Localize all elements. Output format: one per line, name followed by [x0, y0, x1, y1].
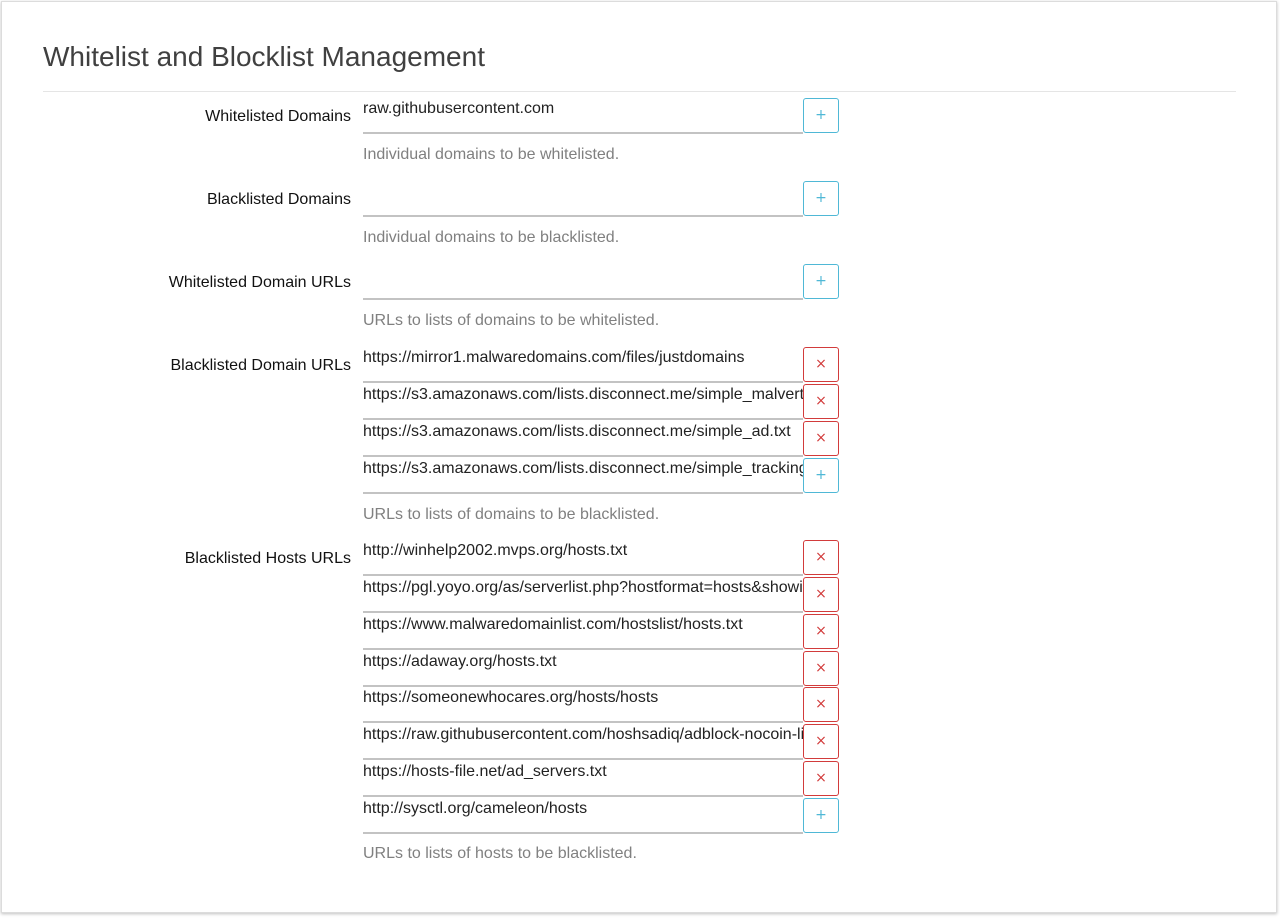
whitelisted-domains-help: Individual domains to be whitelisted.	[363, 146, 620, 163]
add-blacklisted-domain-url-button[interactable]: +	[803, 458, 839, 493]
blacklisted-domain-urls-label: Blacklisted Domain URLs	[170, 357, 351, 374]
blacklisted-domains-label: Blacklisted Domains	[206, 191, 351, 208]
remove-blacklisted-hosts-url-button[interactable]: ×	[803, 577, 839, 612]
settings-panel	[1, 1, 1277, 913]
whitelisted-domain-urls-label: Whitelisted Domain URLs	[168, 274, 351, 291]
blacklisted-hosts-url-input[interactable]	[363, 540, 803, 576]
blacklisted-hosts-url-input[interactable]	[363, 577, 803, 613]
remove-blacklisted-hosts-url-button[interactable]: ×	[803, 540, 839, 575]
remove-blacklisted-hosts-url-button[interactable]: ×	[803, 687, 839, 722]
remove-blacklisted-hosts-url-button[interactable]: ×	[803, 761, 839, 796]
blacklisted-hosts-url-input[interactable]	[363, 724, 803, 760]
blacklisted-hosts-url-input[interactable]	[363, 761, 803, 797]
whitelisted-domain-input[interactable]	[363, 98, 803, 134]
blacklisted-domain-url-input[interactable]	[363, 458, 803, 494]
blacklisted-hosts-url-input[interactable]	[363, 651, 803, 687]
remove-blacklisted-hosts-url-button[interactable]: ×	[803, 724, 839, 759]
blacklisted-domain-url-input[interactable]	[363, 384, 803, 420]
blacklisted-domains-help: Individual domains to be blacklisted.	[363, 229, 620, 246]
add-blacklisted-domain-button[interactable]: +	[803, 181, 839, 216]
add-whitelisted-domain-url-button[interactable]: +	[803, 264, 839, 299]
page-title: Whitelist and Blocklist Management	[43, 41, 485, 72]
blacklisted-domain-url-input[interactable]	[363, 347, 803, 383]
blacklisted-hosts-urls-label: Blacklisted Hosts URLs	[184, 550, 351, 567]
blacklisted-domain-input[interactable]	[363, 181, 803, 217]
blacklisted-hosts-url-input[interactable]	[363, 798, 803, 834]
whitelisted-domains-label: Whitelisted Domains	[205, 108, 351, 125]
remove-blacklisted-domain-url-button[interactable]: ×	[803, 384, 839, 419]
remove-blacklisted-domain-url-button[interactable]: ×	[803, 421, 839, 456]
blacklisted-hosts-url-input[interactable]	[363, 614, 803, 650]
blacklisted-domain-url-input[interactable]	[363, 421, 803, 457]
blacklisted-hosts-url-input[interactable]	[363, 687, 803, 723]
whitelisted-domain-url-input[interactable]	[363, 264, 803, 300]
blacklisted-hosts-urls-help: URLs to lists of hosts to be blacklisted.	[363, 845, 637, 862]
title-divider	[43, 91, 1236, 92]
remove-blacklisted-hosts-url-button[interactable]: ×	[803, 651, 839, 686]
remove-blacklisted-domain-url-button[interactable]: ×	[803, 347, 839, 382]
blacklisted-domain-urls-help: URLs to lists of domains to be blacklisted.	[363, 506, 660, 523]
add-whitelisted-domain-button[interactable]: +	[803, 98, 839, 133]
remove-blacklisted-hosts-url-button[interactable]: ×	[803, 614, 839, 649]
add-blacklisted-hosts-url-button[interactable]: +	[803, 798, 839, 833]
whitelisted-domain-urls-help: URLs to lists of domains to be whitelisted.	[363, 312, 660, 329]
